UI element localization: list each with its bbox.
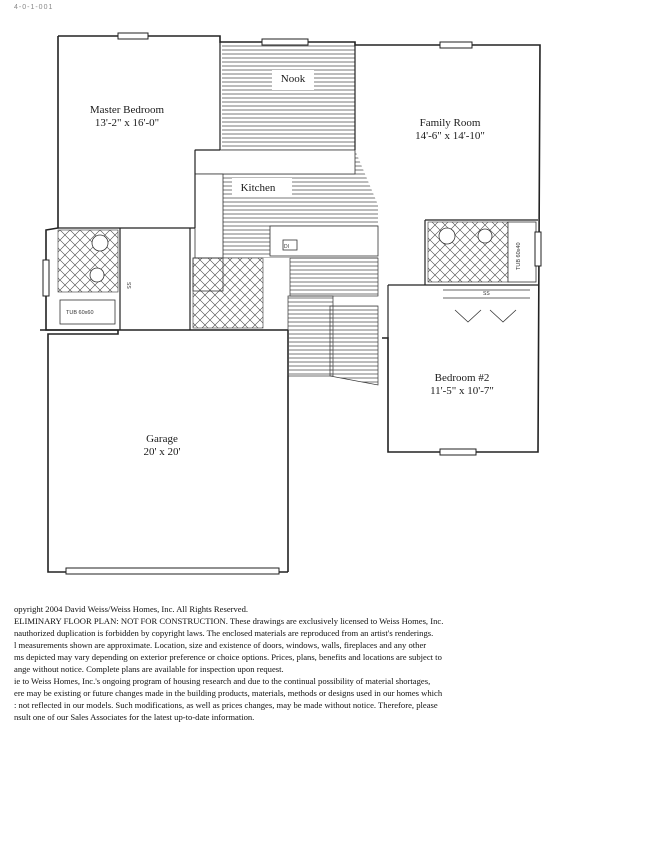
master-toilet xyxy=(90,268,104,282)
master-sink-left xyxy=(92,235,108,251)
master-bedroom-label xyxy=(82,104,172,130)
bath2-sink xyxy=(439,228,455,244)
bath2-tub xyxy=(508,222,536,282)
legal-line: ms depicted may vary depending on exterior preference or choice options. Prices, plans, benefits and locations are subject to xyxy=(14,652,442,662)
garage-label xyxy=(122,433,202,459)
garage-name: Garage xyxy=(146,433,178,445)
bath2-floor xyxy=(428,222,508,282)
garage-dims: 20' x 20' xyxy=(143,446,181,458)
master-bedroom-name: Master Bedroom xyxy=(89,104,165,116)
legal-line: nsult one of our Sales Associates for the latest up-to-date information. xyxy=(14,712,255,722)
stairs xyxy=(288,258,378,385)
nook-floor xyxy=(222,44,355,150)
bedroom2-name: Bedroom #2 xyxy=(434,372,490,384)
tub-right-label: TUB 60x40 xyxy=(516,242,522,270)
legal-line: nauthorized duplication is forbidden by copyright laws. The enclosed materials are reproduced from an artist's renderings. xyxy=(14,628,434,638)
page-header-mark: 4-0-1-001 xyxy=(14,4,54,11)
closet-shelf-right: SS xyxy=(483,291,490,297)
legal-line: opyright 2004 David Weiss/Weiss Homes, Inc. All Rights Reserved. xyxy=(14,604,249,614)
legal-disclaimer xyxy=(14,603,584,723)
family-room-dims: 14'-6" x 14'-10" xyxy=(415,130,485,142)
bedroom2-label xyxy=(412,372,512,398)
legal-line: ere may be existing or future changes made in the building products, materials, methods or designs used in our homes which xyxy=(14,688,443,698)
kitchen-label xyxy=(232,182,284,195)
range-label: DI xyxy=(284,244,289,250)
master-bedroom-dims: 13'-2" x 16'-0" xyxy=(94,117,160,129)
bath2-toilet xyxy=(478,229,492,243)
kitchen-name: Kitchen xyxy=(240,182,276,194)
bedroom2-dims: 11'-5" x 10'-7" xyxy=(430,385,494,397)
closet-shelf-left: SS xyxy=(125,282,131,289)
legal-line: ie to Weiss Homes, Inc.'s ongoing program of housing research and due to the continual possibility of material shortages, xyxy=(14,676,431,686)
legal-line: ELIMINARY FLOOR PLAN: NOT FOR CONSTRUCTION. These drawings are exclusively licensed to Weiss Homes, Inc. xyxy=(14,616,444,626)
hall-tile xyxy=(193,258,263,328)
nook-name: Nook xyxy=(280,73,306,85)
nook-label xyxy=(272,73,314,86)
family-room-name: Family Room xyxy=(419,117,481,129)
legal-line: : not reflected in our models. Such modifications, as well as prices changes, may be made without notice. Therefore, please xyxy=(14,700,438,710)
family-room-label xyxy=(400,117,500,143)
legal-line: ange without notice. Complete plans are available for inspection upon request. xyxy=(14,664,284,674)
tub-left-label: TUB 60x60 xyxy=(66,310,94,316)
legal-line: l measurements shown are approximate. Location, size and existence of doors, windows, walls, fireplaces and any other xyxy=(14,640,427,650)
master-bath-floor xyxy=(58,230,118,292)
